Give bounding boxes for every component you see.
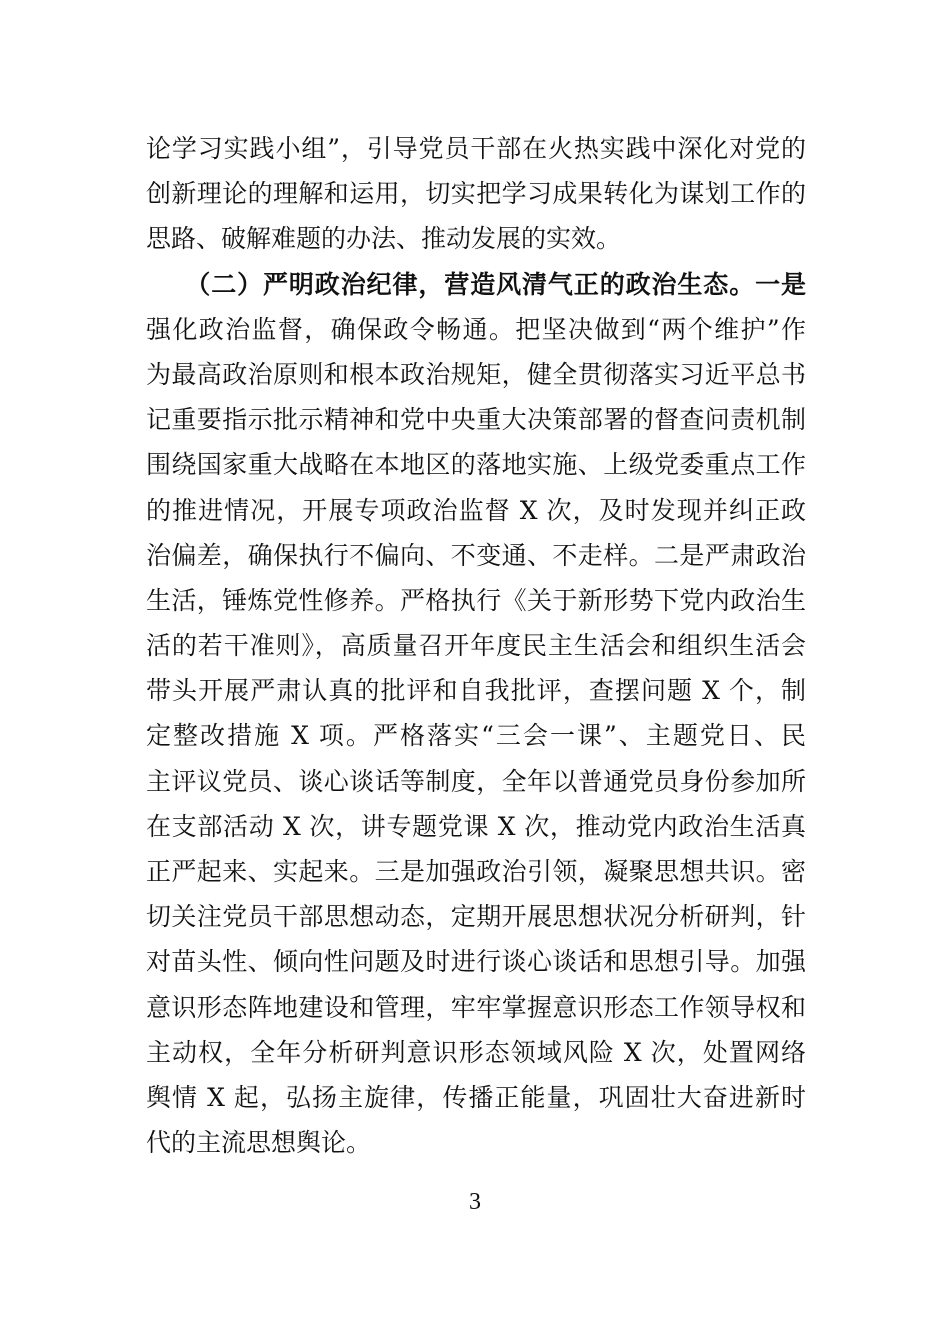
text-line: 的推进情况，开展专项政治监督 X 次，及时发现并纠正政 — [146, 495, 806, 525]
text-line: 主动权，全年分析研判意识形态领域风险 X 次，处置网络 — [146, 1037, 806, 1067]
text-line: 正严起来、实起来。三是加强政治引领，凝聚思想共识。密 — [146, 857, 806, 886]
text-line: 代的主流思想舆论。 — [146, 1128, 372, 1158]
text-line: 在支部活动 X 次，讲专题党课 X 次，推动党内政治生活真 — [146, 811, 806, 841]
text-line: 思路、破解难题的办法、推动发展的实效。 — [146, 224, 622, 254]
text-line: 活的若干准则》，高质量召开年度民主生活会和组织生活会 — [146, 631, 806, 661]
text-line: 围绕国家重大战略在本地区的落地实施、上级党委重点工作 — [146, 450, 806, 480]
section-heading-line: （二）严明政治纪律，营造风清气正的政治生态。一是 — [146, 269, 806, 299]
text-line: 意识形态阵地建设和管理，牢牢掌握意识形态工作领导权和 — [146, 992, 806, 1022]
text-line: 主评议党员、谈心谈话等制度，全年以普通党员身份参加所 — [146, 766, 806, 796]
body-text — [146, 126, 806, 1165]
text-line: 记重要指示批示精神和党中央重大决策部署的督查问责机制 — [146, 405, 806, 435]
text-line: 为最高政治原则和根本政治规矩，健全贯彻落实习近平总书 — [146, 359, 806, 389]
text-line: 生活，锤炼党性修养。严格执行《关于新形势下党内政治生 — [146, 585, 806, 615]
text-line: 治偏差，确保执行不偏向、不变通、不走样。二是严肃政治 — [146, 540, 806, 570]
text-line: 舆情 X 起，弘扬主旋律，传播正能量，巩固壮大奋进新时 — [146, 1082, 806, 1112]
text-line: 定整改措施 X 项。严格落实“三会一课”、主题党日、民 — [146, 721, 806, 751]
text-line: 切关注党员干部思想动态，定期开展思想状况分析研判，针 — [146, 902, 806, 932]
text-line: 带头开展严肃认真的批评和自我批评，查摆问题 X 个，制 — [146, 676, 806, 706]
text-line: 创新理论的理解和运用，切实把学习成果转化为谋划工作的 — [146, 179, 806, 209]
text-line: 强化政治监督，确保政令畅通。把坚决做到“两个维护”作 — [146, 314, 806, 344]
text-line: 论学习实践小组”，引导党员干部在火热实践中深化对党的 — [146, 134, 806, 163]
text-line: 对苗头性、倾向性问题及时进行谈心谈话和思想引导。加强 — [146, 947, 806, 977]
page-number: 3 — [469, 1189, 481, 1215]
